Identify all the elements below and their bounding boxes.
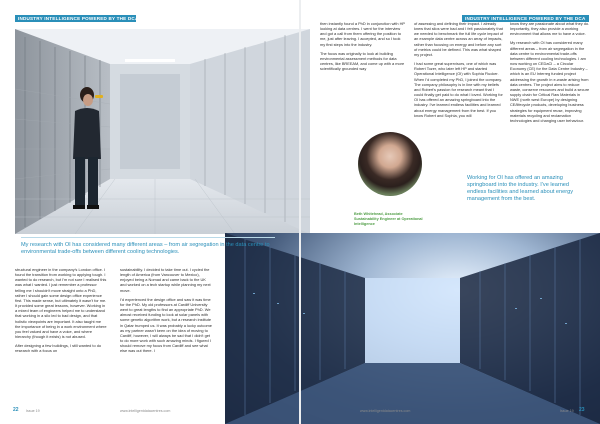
article-column-left-2 (120, 267, 212, 358)
paragraph: After designing a few buildings, I still wanted to do research with a focus on (15, 343, 102, 354)
paragraph: then instantly found a PhD in conjunction with HP looking at data centres. I went for the interview and got a call from them offering the position to me, just after leaving. I accepted, and so I took my first steps into the industry. (320, 21, 405, 47)
page-spine (299, 0, 301, 424)
article-column-right-1 (320, 21, 406, 75)
paragraph: My research with OI has considered many different areas – from air segregation in the data centre to environmental trade-offs between different cooling technologies. I am now working on CEDaCI – a Circular Economy (CE) for the Data Centre Industry – which is an EU Interreg funded project addressing the growth in e-waste arising from data centres. The project aims to reduce waste, conserve resources and build a secure supply chain for Critical Raw Materials in NWE (north west Europe) by designing CE/lifecycle products, developing business strategies for equipment reuse, improving materials recycling and reclamation technologies and changing user behaviour. (510, 40, 590, 123)
issue-label-right: Issue 19 (560, 409, 574, 413)
portrait-caption: Beth Whitehead, Associate Sustainability Engineer at Operational Intelligence (354, 212, 423, 226)
page-number-right: 23 (579, 407, 585, 413)
paragraph: I had some great supervisors, one of which was Robert Tozer, who later left HP and started Operational Intelligence (OI) with Sophia Flucker. When I'd completed my PhD, I joined the company. The company philosophy is in line with my beliefs and Robert's passion for research meant that I could finally get paid to do what I loved. Working for OI has offered an amazing springboard into the industry. I've learned endless facilities and learned about energy management from the best. If you know Robert and Sophia, you will (414, 61, 503, 118)
paragraph: of assessing and defining their impact. I already knew that silos were bad and I felt passionately that we needed to benchmark the full life cycle impact of an example data centre across an array of impacts, rather than focusing on energy and before any sort of metrics could be defined. This was what shaped my project. (414, 21, 504, 57)
paragraph: I'd experienced the design office and saw it was time for the PhD. My old professors at Cardiff University went to great lengths to find an appropriate PhD. We almost received funding to look at solar panels with some genetic algorithm work, but a research institute in Qatar trumped us. It was probably a lucky outcome as my partner wasn't keen on the idea of moving to Cardiff, however, I will always be sad that I didn't get to do more work with such amazing minds. I figured I should remove my focus from Cardiff and see what else was out there. I (120, 296, 212, 354)
paragraph: sustainability. I decided to take time out. I cycled the length of America (from Vancouver to Mexico), enjoyed being a Nomad and came back to the UK and worked on a tech startup while planning my next move. (120, 267, 211, 293)
page-number-left: 22 (13, 407, 19, 413)
issue-label-left: Issue 19 (26, 409, 40, 413)
server-aisle-photo (225, 233, 600, 424)
section-header-right: INDUSTRY INTELLIGENCE POWERED BY THE DCA (462, 15, 589, 22)
paragraph: know they are passionate about what they do. Importantly, they also provide a working environment that allows me to have a voice. (510, 21, 590, 37)
pullquote-right: Working for OI has offered an amazing springboard into the industry. I've learned endless facilities and learned about energy management from the best. (467, 175, 574, 203)
article-column-right-3 (510, 21, 590, 127)
section-header-left: INDUSTRY INTELLIGENCE POWERED BY THE DCA (15, 15, 136, 22)
data-centre-corridor-photo (15, 29, 310, 234)
article-column-right-2 (414, 21, 504, 122)
pullquote-left: My research with OI has considered many different areas – from air segregation in the data centre to environmental trade-offs between different cooling technologies. (21, 237, 275, 256)
footer-url-right: www.intelligentdatacentres.com (360, 409, 411, 413)
portrait-photo (358, 132, 422, 196)
paragraph: structural engineer in the company's London office. I found the transition from working to applying tough. I wanted to do research, but I'm not sure I realised this was what I wanted. I just remember a professor telling me I shouldn't move straight onto a PhD, rather I should gain some design office experience first. This made sense, but ultimately it wasn't for me. It provided some great lessons, however. Working in a mixed team of engineers helped me to understand that working in a silo led to bad design, and that holistic viewpoints are important. It also taught me the importance of being in a work environment where you feel valued and have a voice, and where hierarchy (though it exists) is not abused. (15, 267, 107, 340)
footer-url-left: www.intelligentdatacentres.com (120, 409, 171, 413)
article-column-left-1 (15, 267, 107, 358)
paragraph: The focus was originally to look at building environmental assessment methods for data centres, like BREEAM, and come up with a more scientifically grounded way (320, 50, 405, 72)
